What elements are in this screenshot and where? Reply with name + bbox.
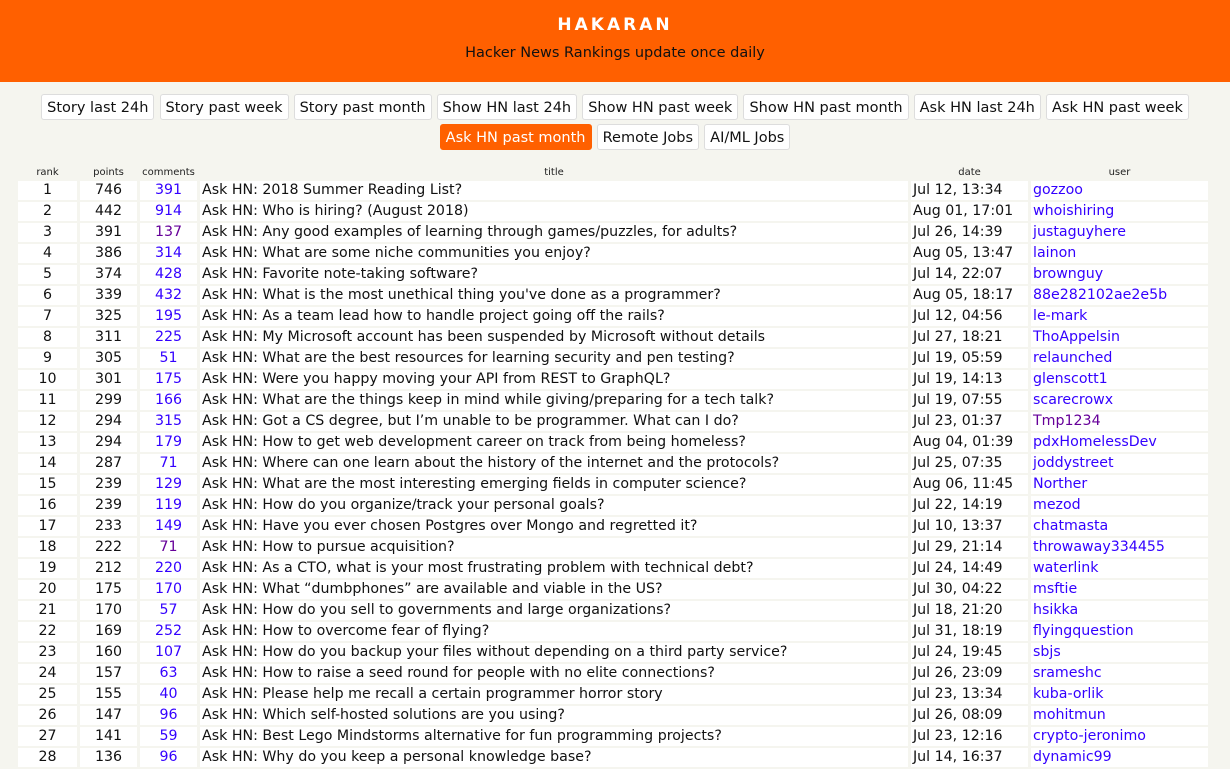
comments-cell: [140, 244, 197, 265]
points-cell: 222: [80, 538, 137, 559]
rank-cell: 25: [18, 685, 77, 706]
comments-cell: [140, 538, 197, 559]
comments-link[interactable]: 170: [154, 581, 183, 597]
rank-cell: 20: [18, 580, 77, 601]
comments-link[interactable]: 225: [154, 329, 183, 345]
table-row: [18, 265, 1208, 286]
comments-cell: [140, 181, 197, 202]
comments-cell: [140, 307, 197, 328]
points-cell: 141: [80, 727, 137, 748]
table-row: [18, 538, 1208, 559]
date-cell: Jul 19, 07:55: [911, 391, 1028, 412]
user-link[interactable]: sbjs: [1033, 644, 1061, 660]
table-row: [18, 559, 1208, 580]
user-cell: [1031, 601, 1208, 622]
points-cell: 305: [80, 349, 137, 370]
points-cell: 169: [80, 622, 137, 643]
user-link[interactable]: mezod: [1033, 497, 1081, 513]
table-row: [18, 181, 1208, 202]
date-cell: Jul 22, 14:19: [911, 496, 1028, 517]
comments-cell: [140, 454, 197, 475]
date-cell: Jul 30, 04:22: [911, 580, 1028, 601]
points-cell: 147: [80, 706, 137, 727]
rank-cell: 16: [18, 496, 77, 517]
table-row: [18, 601, 1208, 622]
rank-cell: 26: [18, 706, 77, 727]
title-cell[interactable]: Ask HN: How to get web development career on track from being homeless?: [200, 433, 908, 454]
date-cell: Jul 23, 01:37: [911, 412, 1028, 433]
nav-button-ask-hn-past-week[interactable]: Ask HN past week: [1046, 94, 1189, 120]
comments-link[interactable]: 107: [154, 644, 183, 660]
table-row: [18, 475, 1208, 496]
user-cell: [1031, 391, 1208, 412]
column-header-rank: rank: [36, 167, 59, 178]
rank-cell: 21: [18, 601, 77, 622]
rank-cell: 7: [18, 307, 77, 328]
column-header-points: points: [93, 167, 124, 178]
comments-link[interactable]: 96: [159, 749, 178, 765]
user-link[interactable]: pdxHomelessDev: [1033, 434, 1157, 450]
title-cell[interactable]: Ask HN: What are some niche communities you enjoy?: [200, 244, 908, 265]
rank-cell: 5: [18, 265, 77, 286]
points-cell: 155: [80, 685, 137, 706]
site-subtitle: Hacker News Rankings update once daily: [465, 45, 765, 61]
user-link[interactable]: mohitmun: [1033, 707, 1106, 723]
comments-cell: [140, 223, 197, 244]
title-cell[interactable]: Ask HN: Where can one learn about the history of the internet and the protocols?: [200, 454, 908, 475]
comments-link[interactable]: 119: [154, 497, 183, 513]
date-cell: Jul 14, 16:37: [911, 748, 1028, 769]
rank-cell: 3: [18, 223, 77, 244]
nav-button-ai-ml-jobs[interactable]: AI/ML Jobs: [704, 124, 790, 150]
comments-link[interactable]: 71: [159, 539, 178, 555]
date-cell: Jul 23, 13:34: [911, 685, 1028, 706]
nav-button-show-hn-past-month[interactable]: Show HN past month: [743, 94, 908, 120]
user-link[interactable]: lainon: [1033, 245, 1077, 261]
points-cell: 160: [80, 643, 137, 664]
user-link[interactable]: kuba-orlik: [1033, 686, 1104, 702]
table-row: [18, 706, 1208, 727]
user-cell: [1031, 286, 1208, 307]
points-cell: 294: [80, 412, 137, 433]
title-cell[interactable]: Ask HN: Best Lego Mindstorms alternative for fun programming projects?: [200, 727, 908, 748]
user-cell: [1031, 328, 1208, 349]
date-cell: Jul 25, 07:35: [911, 454, 1028, 475]
nav-button-ask-hn-last-24h[interactable]: Ask HN last 24h: [914, 94, 1041, 120]
date-cell: Aug 05, 18:17: [911, 286, 1028, 307]
comments-cell: [140, 328, 197, 349]
rank-cell: 24: [18, 664, 77, 685]
user-cell: [1031, 349, 1208, 370]
nav-button-show-hn-last-24h[interactable]: Show HN last 24h: [437, 94, 578, 120]
user-cell: [1031, 454, 1208, 475]
comments-link[interactable]: 71: [159, 455, 178, 471]
date-cell: Aug 04, 01:39: [911, 433, 1028, 454]
date-cell: Jul 27, 18:21: [911, 328, 1028, 349]
table-header-row: [18, 164, 1208, 181]
date-cell: Aug 01, 17:01: [911, 202, 1028, 223]
user-link[interactable]: Tmp1234: [1033, 413, 1101, 429]
table-row: [18, 349, 1208, 370]
nav-button-ask-hn-past-month[interactable]: Ask HN past month: [440, 124, 592, 150]
points-cell: 391: [80, 223, 137, 244]
date-cell: Jul 19, 05:59: [911, 349, 1028, 370]
user-link[interactable]: Norther: [1033, 476, 1088, 492]
user-cell: [1031, 370, 1208, 391]
user-link[interactable]: 88e282102ae2e5b: [1033, 287, 1168, 303]
rank-cell: 9: [18, 349, 77, 370]
table-row: [18, 664, 1208, 685]
table-row: [18, 370, 1208, 391]
points-cell: 157: [80, 664, 137, 685]
table-row: [18, 643, 1208, 664]
comments-cell: [140, 391, 197, 412]
comments-cell: [140, 559, 197, 580]
table-row: [18, 622, 1208, 643]
comments-link[interactable]: 179: [154, 434, 183, 450]
comments-link[interactable]: 195: [154, 308, 183, 324]
title-cell[interactable]: Ask HN: How do you sell to governments and large organizations?: [200, 601, 908, 622]
comments-cell: [140, 433, 197, 454]
comments-cell: [140, 664, 197, 685]
title-cell[interactable]: Ask HN: How to raise a seed round for people with no elite connections?: [200, 664, 908, 685]
user-cell: [1031, 223, 1208, 244]
comments-link[interactable]: 314: [154, 245, 183, 261]
rank-cell: 4: [18, 244, 77, 265]
comments-cell: [140, 286, 197, 307]
comments-cell: [140, 496, 197, 517]
user-link[interactable]: scarecrowx: [1033, 392, 1114, 408]
user-link[interactable]: crypto-jeronimo: [1033, 728, 1146, 744]
comments-link[interactable]: 59: [159, 728, 178, 744]
user-cell: [1031, 664, 1208, 685]
points-cell: 175: [80, 580, 137, 601]
nav-button-story-past-month[interactable]: Story past month: [294, 94, 432, 120]
user-cell: [1031, 622, 1208, 643]
points-cell: 294: [80, 433, 137, 454]
comments-cell: [140, 706, 197, 727]
title-cell[interactable]: Ask HN: What are the best resources for learning security and pen testing?: [200, 349, 908, 370]
comments-cell: [140, 202, 197, 223]
points-cell: 301: [80, 370, 137, 391]
rank-cell: 27: [18, 727, 77, 748]
user-cell: [1031, 643, 1208, 664]
comments-link[interactable]: 220: [154, 560, 183, 576]
table-row: [18, 391, 1208, 412]
points-cell: 442: [80, 202, 137, 223]
comments-link[interactable]: 428: [154, 266, 183, 282]
comments-link[interactable]: 315: [154, 413, 183, 429]
points-cell: 239: [80, 496, 137, 517]
comments-link[interactable]: 51: [159, 350, 178, 366]
site-title[interactable]: HAKARAN: [557, 15, 673, 35]
user-cell: [1031, 517, 1208, 538]
rank-cell: 8: [18, 328, 77, 349]
rank-cell: 6: [18, 286, 77, 307]
table-row: [18, 286, 1208, 307]
user-link[interactable]: le-mark: [1033, 308, 1088, 324]
comments-cell: [140, 727, 197, 748]
table-row: [18, 223, 1208, 244]
nav-button-remote-jobs[interactable]: Remote Jobs: [597, 124, 699, 150]
table-row: [18, 202, 1208, 223]
rank-cell: 22: [18, 622, 77, 643]
nav-button-story-last-24h[interactable]: Story last 24h: [41, 94, 154, 120]
points-cell: 212: [80, 559, 137, 580]
column-header-user: user: [1108, 167, 1131, 178]
comments-link[interactable]: 137: [154, 224, 183, 240]
comments-cell: [140, 370, 197, 391]
title-cell[interactable]: Ask HN: Who is hiring? (August 2018): [200, 202, 908, 223]
comments-cell: [140, 622, 197, 643]
points-cell: 374: [80, 265, 137, 286]
table-row: [18, 244, 1208, 265]
table-row: [18, 454, 1208, 475]
date-cell: Jul 14, 22:07: [911, 265, 1028, 286]
rank-cell: 10: [18, 370, 77, 391]
user-link[interactable]: waterlink: [1033, 560, 1099, 576]
title-cell[interactable]: Ask HN: Favorite note-taking software?: [200, 265, 908, 286]
user-cell: [1031, 265, 1208, 286]
user-link[interactable]: flyingquestion: [1033, 623, 1134, 639]
date-cell: Jul 23, 12:16: [911, 727, 1028, 748]
user-cell: [1031, 559, 1208, 580]
title-cell[interactable]: Ask HN: As a team lead how to handle project going off the rails?: [200, 307, 908, 328]
rank-cell: 1: [18, 181, 77, 202]
user-cell: [1031, 181, 1208, 202]
title-cell[interactable]: Ask HN: What “dumbphones” are available and viable in the US?: [200, 580, 908, 601]
points-cell: 311: [80, 328, 137, 349]
points-cell: 136: [80, 748, 137, 769]
category-nav: [15, 94, 1215, 154]
points-cell: 325: [80, 307, 137, 328]
user-cell: [1031, 580, 1208, 601]
points-cell: 287: [80, 454, 137, 475]
rank-cell: 23: [18, 643, 77, 664]
user-cell: [1031, 706, 1208, 727]
rank-cell: 14: [18, 454, 77, 475]
title-cell[interactable]: Ask HN: How to pursue acquisition?: [200, 538, 908, 559]
comments-link[interactable]: 166: [154, 392, 183, 408]
user-link[interactable]: glenscott1: [1033, 371, 1108, 387]
column-header-title: title: [544, 167, 564, 178]
user-link[interactable]: relaunched: [1033, 350, 1113, 366]
date-cell: Jul 29, 21:14: [911, 538, 1028, 559]
user-link[interactable]: justaguyhere: [1033, 224, 1126, 240]
date-cell: Jul 31, 18:19: [911, 622, 1028, 643]
user-cell: [1031, 727, 1208, 748]
user-cell: [1031, 202, 1208, 223]
user-cell: [1031, 244, 1208, 265]
user-link[interactable]: hsikka: [1033, 602, 1079, 618]
user-link[interactable]: whoishiring: [1033, 203, 1115, 219]
comments-link[interactable]: 40: [159, 686, 178, 702]
title-cell[interactable]: Ask HN: How to overcome fear of flying?: [200, 622, 908, 643]
title-cell[interactable]: Ask HN: Any good examples of learning through games/puzzles, for adults?: [200, 223, 908, 244]
comments-cell: [140, 517, 197, 538]
comments-link[interactable]: 129: [154, 476, 183, 492]
points-cell: 339: [80, 286, 137, 307]
date-cell: Jul 12, 04:56: [911, 307, 1028, 328]
user-cell: [1031, 412, 1208, 433]
user-link[interactable]: brownguy: [1033, 266, 1104, 282]
table-row: [18, 580, 1208, 601]
user-link[interactable]: chatmasta: [1033, 518, 1109, 534]
comments-cell: [140, 580, 197, 601]
comments-cell: [140, 412, 197, 433]
user-link[interactable]: ThoAppelsin: [1033, 329, 1121, 345]
title-cell[interactable]: Ask HN: As a CTO, what is your most frustrating problem with technical debt?: [200, 559, 908, 580]
comments-link[interactable]: 96: [159, 707, 178, 723]
date-cell: Aug 06, 11:45: [911, 475, 1028, 496]
user-link[interactable]: joddystreet: [1033, 455, 1114, 471]
user-cell: [1031, 475, 1208, 496]
title-cell[interactable]: Ask HN: Were you happy moving your API from REST to GraphQL?: [200, 370, 908, 391]
user-cell: [1031, 496, 1208, 517]
title-cell[interactable]: Ask HN: My Microsoft account has been suspended by Microsoft without details: [200, 328, 908, 349]
rank-cell: 2: [18, 202, 77, 223]
date-cell: Jul 24, 19:45: [911, 643, 1028, 664]
nav-button-show-hn-past-week[interactable]: Show HN past week: [582, 94, 738, 120]
table-row: [18, 517, 1208, 538]
user-cell: [1031, 307, 1208, 328]
points-cell: 233: [80, 517, 137, 538]
date-cell: Jul 26, 23:09: [911, 664, 1028, 685]
comments-cell: [140, 475, 197, 496]
comments-link[interactable]: 149: [154, 518, 183, 534]
title-cell[interactable]: Ask HN: How do you organize/track your personal goals?: [200, 496, 908, 517]
table-row: [18, 727, 1208, 748]
rank-cell: 28: [18, 748, 77, 769]
title-cell[interactable]: Ask HN: What are the most interesting emerging fields in computer science?: [200, 475, 908, 496]
comments-cell: [140, 643, 197, 664]
title-cell[interactable]: Ask HN: Please help me recall a certain programmer horror story: [200, 685, 908, 706]
table-row: [18, 307, 1208, 328]
comments-link[interactable]: 252: [154, 623, 183, 639]
user-link[interactable]: gozzoo: [1033, 182, 1083, 198]
points-cell: 746: [80, 181, 137, 202]
comments-link[interactable]: 914: [154, 203, 183, 219]
comments-link[interactable]: 391: [154, 182, 183, 198]
title-cell[interactable]: Ask HN: Which self-hosted solutions are you using?: [200, 706, 908, 727]
date-cell: Aug 05, 13:47: [911, 244, 1028, 265]
points-cell: 170: [80, 601, 137, 622]
title-cell[interactable]: Ask HN: Have you ever chosen Postgres over Mongo and regretted it?: [200, 517, 908, 538]
title-cell[interactable]: Ask HN: Got a CS degree, but I’m unable to be programmer. What can I do?: [200, 412, 908, 433]
date-cell: Jul 19, 14:13: [911, 370, 1028, 391]
comments-link[interactable]: 63: [159, 665, 178, 681]
user-cell: [1031, 538, 1208, 559]
title-cell[interactable]: Ask HN: What is the most unethical thing you've done as a programmer?: [200, 286, 908, 307]
table-row: [18, 412, 1208, 433]
rank-cell: 13: [18, 433, 77, 454]
table-row: [18, 433, 1208, 454]
table-row: [18, 328, 1208, 349]
column-header-comments: comments: [142, 167, 195, 178]
rank-cell: 17: [18, 517, 77, 538]
title-cell[interactable]: Ask HN: What are the things keep in mind while giving/preparing for a tech talk?: [200, 391, 908, 412]
table-row: [18, 496, 1208, 517]
table-row: [18, 685, 1208, 706]
user-link[interactable]: msftie: [1033, 581, 1078, 597]
points-cell: 239: [80, 475, 137, 496]
comments-link[interactable]: 175: [154, 371, 183, 387]
points-cell: 386: [80, 244, 137, 265]
user-cell: [1031, 433, 1208, 454]
user-link[interactable]: srameshc: [1033, 665, 1102, 681]
rank-cell: 19: [18, 559, 77, 580]
date-cell: Jul 18, 21:20: [911, 601, 1028, 622]
comments-cell: [140, 685, 197, 706]
nav-button-story-past-week[interactable]: Story past week: [160, 94, 289, 120]
rankings-table: [15, 164, 1211, 769]
date-cell: Jul 26, 14:39: [911, 223, 1028, 244]
comments-link[interactable]: 432: [154, 287, 183, 303]
title-cell[interactable]: Ask HN: 2018 Summer Reading List?: [200, 181, 908, 202]
title-cell[interactable]: Ask HN: How do you backup your files without depending on a third party service?: [200, 643, 908, 664]
comments-cell: [140, 265, 197, 286]
rank-cell: 11: [18, 391, 77, 412]
title-cell[interactable]: Ask HN: Why do you keep a personal knowledge base?: [200, 748, 908, 769]
rank-cell: 12: [18, 412, 77, 433]
date-cell: Jul 10, 13:37: [911, 517, 1028, 538]
date-cell: Jul 26, 08:09: [911, 706, 1028, 727]
comments-cell: [140, 349, 197, 370]
points-cell: 299: [80, 391, 137, 412]
comments-link[interactable]: 57: [159, 602, 178, 618]
user-link[interactable]: dynamic99: [1033, 749, 1112, 765]
user-link[interactable]: throwaway334455: [1033, 539, 1165, 555]
rank-cell: 18: [18, 538, 77, 559]
site-header: [0, 0, 1230, 82]
rank-cell: 15: [18, 475, 77, 496]
user-cell: [1031, 685, 1208, 706]
comments-cell: [140, 601, 197, 622]
column-header-date: date: [958, 167, 981, 178]
date-cell: Jul 12, 13:34: [911, 181, 1028, 202]
date-cell: Jul 24, 14:49: [911, 559, 1028, 580]
